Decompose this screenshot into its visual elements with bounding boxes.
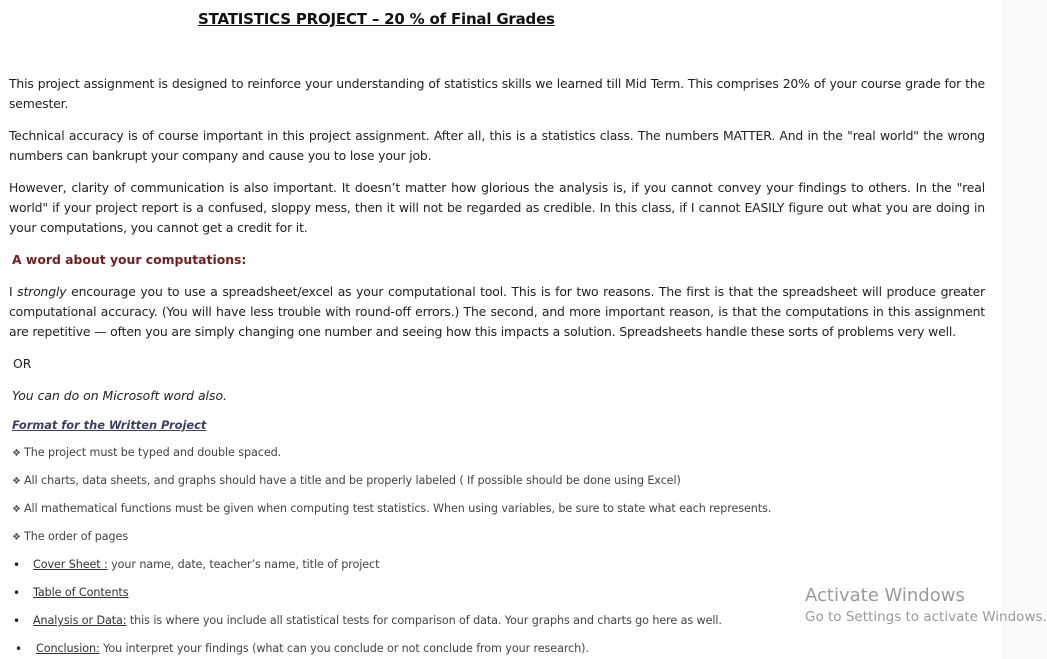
bullet-icon: • <box>13 614 21 628</box>
page-order-label: Cover Sheet : <box>33 558 108 571</box>
emphasis-strongly: strongly <box>17 284 67 299</box>
diamond-bullet-icon: ❖ <box>12 532 21 543</box>
watermark-title: Activate Windows <box>805 585 965 606</box>
spreadsheet-paragraph-rest: encourage you to use a spreadsheet/excel as your computational tool. This is for two reasons. The first is that the spreadsheet will produce greater computational accuracy. (You will have less trouble with round-off errors.) The second, and more important reason, is that the computations in this assignment are repetitive — often you are simply changing one number and seeing how this impacts a solution. Spreadsheets handle these sorts of problems very well. <box>9 284 985 339</box>
accuracy-paragraph: Technical accuracy is of course important in this project assignment. After all, this is a statistics class. The numbers MATTER. And in the "real world" the wrong numbers can bankrupt your company and cause you to lose your job. <box>9 128 985 163</box>
format-item-text: The project must be typed and double spaced. <box>24 446 282 459</box>
document-title: STATISTICS PROJECT – 20 % of Final Grades <box>198 10 555 28</box>
page-order-text: your name, date, teacher’s name, title of project <box>107 558 380 571</box>
bullet-icon: • <box>15 642 23 656</box>
intro-paragraph: This project assignment is designed to reinforce your understanding of statistics skills we learned till Mid Term. This comprises 20% of your course grade for the semester. <box>9 76 985 111</box>
page-order-item <box>36 640 589 658</box>
bullet-icon: • <box>13 558 21 572</box>
diamond-bullet-icon: ❖ <box>12 448 21 459</box>
format-item <box>12 528 128 547</box>
format-item-text: All charts, data sheets, and graphs should have a title and be properly labeled ( If possible should be done using Excel) <box>24 474 681 487</box>
activate-windows-watermark <box>805 585 1047 627</box>
page-order-label: Analysis or Data: <box>33 614 127 627</box>
page-order-item <box>33 584 128 602</box>
page-order-item <box>33 556 379 574</box>
format-item <box>12 472 681 491</box>
diamond-bullet-icon: ❖ <box>12 504 21 515</box>
format-heading: Format for the Written Project <box>12 418 207 432</box>
format-item-text: The order of pages <box>24 530 129 543</box>
watermark-subtitle: Go to Settings to activate Windows. <box>805 609 1047 625</box>
bullet-icon: • <box>13 586 21 600</box>
page-order-text: You interpret your findings (what can you conclude or not conclude from your research). <box>99 642 589 655</box>
spreadsheet-paragraph-start: I <box>9 284 18 299</box>
microsoft-word-note: You can do on Microsoft word also. <box>12 388 227 403</box>
format-item <box>12 500 771 519</box>
page-order-item <box>33 612 722 630</box>
or-text: OR <box>13 356 32 371</box>
format-item <box>12 444 281 463</box>
diamond-bullet-icon: ❖ <box>12 476 21 487</box>
format-item-text: All mathematical functions must be given when computing test statistics. When using variables, be sure to state what each represents. <box>24 502 772 515</box>
clarity-paragraph: However, clarity of communication is also important. It doesn’t matter how glorious the analysis is, if you cannot convey your findings to others. In the "real world" if your project report is a confused, sloppy mess, then it will not be regarded as credible. In this class, if I cannot EASILY figure out what you are doing in your computations, you cannot get a credit for it. <box>9 180 985 235</box>
computations-heading: A word about your computations: <box>12 252 247 267</box>
page-order-label: Table of Contents <box>33 586 129 599</box>
page-order-text: this is where you include all statistical tests for comparison of data. Your graphs and charts go here as well. <box>126 614 722 627</box>
spreadsheet-paragraph <box>9 282 985 342</box>
page-order-label: Conclusion: <box>36 642 100 655</box>
